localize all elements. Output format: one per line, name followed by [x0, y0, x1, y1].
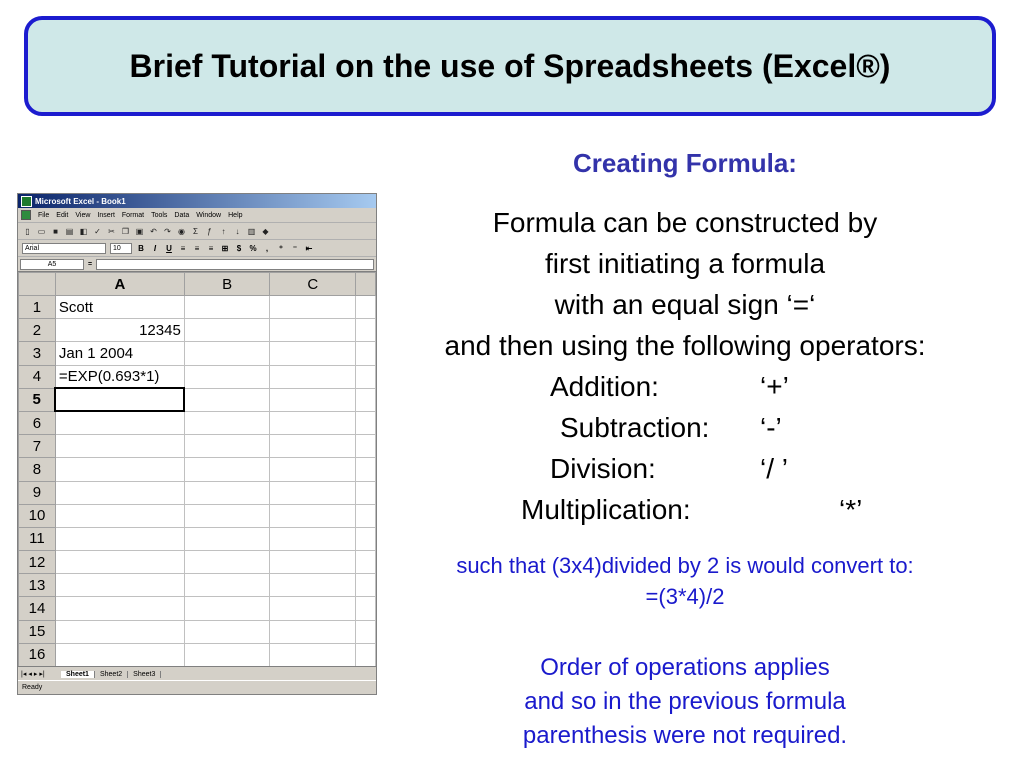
- cell[interactable]: [184, 551, 270, 574]
- select-all-corner[interactable]: [19, 273, 56, 296]
- note-text: [380, 651, 990, 753]
- cell[interactable]: [55, 551, 184, 574]
- operator-name: Division:: [550, 453, 656, 484]
- sort-ascending-icon[interactable]: ↑: [221, 226, 226, 236]
- font-size-select[interactable]: 10: [110, 243, 132, 254]
- cell[interactable]: [356, 643, 376, 666]
- cell[interactable]: [270, 388, 356, 411]
- excel-window-title: Microsoft Excel - Book1: [35, 196, 126, 206]
- tab-sheet2[interactable]: Sheet2: [95, 671, 128, 678]
- column-header-b[interactable]: B: [184, 273, 270, 296]
- row-header[interactable]: 11: [19, 527, 56, 550]
- menu-view[interactable]: View: [75, 211, 91, 219]
- cell[interactable]: [55, 411, 184, 434]
- formula-equals-icon[interactable]: =: [88, 260, 93, 268]
- body-line: first initiating a formula: [544, 248, 826, 279]
- cell[interactable]: [356, 458, 376, 481]
- cell[interactable]: [55, 481, 184, 504]
- cell[interactable]: [184, 481, 270, 504]
- note-line: and so in the previous formula: [524, 688, 846, 715]
- cell[interactable]: [356, 435, 376, 458]
- cell[interactable]: [270, 319, 356, 342]
- cell[interactable]: [356, 411, 376, 434]
- cell[interactable]: [356, 388, 376, 411]
- standard-toolbar: [18, 223, 376, 240]
- cell[interactable]: [356, 342, 376, 365]
- save-icon[interactable]: ■: [53, 226, 58, 236]
- row-header[interactable]: 10: [19, 504, 56, 527]
- cell[interactable]: [356, 551, 376, 574]
- decrease-indent-icon[interactable]: ⇤: [305, 243, 313, 253]
- bold-icon[interactable]: B: [138, 243, 144, 253]
- print-icon[interactable]: ▤: [65, 226, 74, 236]
- row-header[interactable]: 3: [19, 342, 56, 365]
- cell[interactable]: [184, 435, 270, 458]
- cell[interactable]: [55, 620, 184, 643]
- cell-a5-selected[interactable]: [55, 388, 184, 411]
- slide-title: Brief Tutorial on the use of Spreadsheets (Excel®): [129, 47, 891, 84]
- note-line: Order of operations applies: [540, 654, 830, 681]
- next-sheet-icon[interactable]: ▸: [33, 671, 38, 678]
- cell[interactable]: [356, 319, 376, 342]
- autosum-icon[interactable]: Σ: [193, 226, 198, 236]
- percent-icon[interactable]: %: [249, 243, 257, 253]
- cell[interactable]: [184, 388, 270, 411]
- merge-center-icon[interactable]: ⊞: [221, 243, 229, 253]
- first-sheet-icon[interactable]: |◂: [21, 671, 27, 678]
- formula-input[interactable]: [96, 259, 374, 270]
- copy-icon[interactable]: ❐: [121, 226, 130, 236]
- row-header[interactable]: 16: [19, 643, 56, 666]
- print-preview-icon[interactable]: ◧: [79, 226, 88, 236]
- cell[interactable]: [270, 551, 356, 574]
- cut-icon[interactable]: ✂: [108, 226, 115, 236]
- cell[interactable]: [184, 574, 270, 597]
- body-text: [380, 202, 990, 530]
- italic-icon[interactable]: I: [153, 243, 157, 253]
- row-header[interactable]: 2: [19, 319, 56, 342]
- excel-titlebar: [18, 194, 376, 208]
- row-header[interactable]: 9: [19, 481, 56, 504]
- cell[interactable]: [184, 527, 270, 550]
- cell[interactable]: [356, 527, 376, 550]
- sheet-tabs: [18, 666, 376, 681]
- open-icon[interactable]: ▭: [37, 226, 46, 236]
- cell[interactable]: [184, 342, 270, 365]
- title-banner: [24, 16, 996, 116]
- operator-symbol: ‘+’: [760, 371, 789, 402]
- cell[interactable]: [270, 411, 356, 434]
- cell[interactable]: [55, 597, 184, 620]
- menu-insert[interactable]: Insert: [97, 211, 115, 219]
- sort-descending-icon[interactable]: ↓: [235, 226, 240, 236]
- cell[interactable]: [270, 527, 356, 550]
- comma-icon[interactable]: ,: [265, 243, 269, 253]
- cell[interactable]: [356, 365, 376, 388]
- operator-name: Addition:: [550, 371, 659, 402]
- cell[interactable]: [184, 620, 270, 643]
- decrease-decimal-icon[interactable]: ⁻: [292, 243, 298, 253]
- formula-bar: [18, 257, 376, 272]
- redo-icon[interactable]: ↷: [164, 226, 171, 236]
- formatting-toolbar: [18, 240, 376, 257]
- row-header[interactable]: 6: [19, 411, 56, 434]
- row-header[interactable]: 15: [19, 620, 56, 643]
- row-header[interactable]: 4: [19, 365, 56, 388]
- menu-bar: [18, 208, 376, 223]
- column-header-d[interactable]: [356, 273, 376, 296]
- section-heading: Creating Formula:: [573, 148, 797, 178]
- cell[interactable]: [270, 574, 356, 597]
- example-formula: =(3*4)/2: [645, 584, 725, 609]
- cell[interactable]: [356, 296, 376, 319]
- body-line: with an equal sign ‘=‘: [554, 289, 816, 320]
- cell[interactable]: [270, 458, 356, 481]
- new-icon[interactable]: ▯: [25, 226, 30, 236]
- chart-wizard-icon[interactable]: ▥: [247, 226, 256, 236]
- cell[interactable]: [184, 365, 270, 388]
- cell[interactable]: [55, 504, 184, 527]
- column-header-c[interactable]: C: [270, 273, 356, 296]
- name-box[interactable]: A5: [20, 259, 84, 270]
- cell[interactable]: [356, 620, 376, 643]
- cell[interactable]: [55, 527, 184, 550]
- cell-a1[interactable]: Scott: [55, 296, 184, 319]
- cell[interactable]: [184, 643, 270, 666]
- cell[interactable]: [356, 597, 376, 620]
- align-right-icon[interactable]: ≡: [208, 243, 214, 253]
- cell[interactable]: [184, 458, 270, 481]
- cell[interactable]: [270, 597, 356, 620]
- menu-window[interactable]: Window: [196, 211, 222, 219]
- align-center-icon[interactable]: ≡: [194, 243, 200, 253]
- paste-icon[interactable]: ▣: [135, 226, 144, 236]
- drawing-icon[interactable]: ◆: [262, 226, 269, 236]
- excel-app-icon: [21, 196, 32, 207]
- workbook-icon[interactable]: [21, 210, 31, 220]
- menu-format[interactable]: Format: [121, 211, 145, 219]
- cell[interactable]: [184, 597, 270, 620]
- spelling-icon[interactable]: ✓: [94, 226, 101, 236]
- cell-a2[interactable]: 12345: [55, 319, 184, 342]
- tab-sheet3[interactable]: Sheet3: [128, 671, 161, 678]
- cell[interactable]: [55, 643, 184, 666]
- cell[interactable]: [184, 296, 270, 319]
- menu-tools[interactable]: Tools: [151, 211, 168, 219]
- cell[interactable]: [270, 365, 356, 388]
- sheet-nav: [18, 670, 61, 678]
- font-name-select[interactable]: Arial: [22, 243, 106, 254]
- cell[interactable]: [55, 435, 184, 458]
- cell[interactable]: [270, 643, 356, 666]
- row-header[interactable]: 8: [19, 458, 56, 481]
- cell[interactable]: [270, 620, 356, 643]
- cell[interactable]: [270, 435, 356, 458]
- column-header-a[interactable]: A: [55, 273, 184, 296]
- example-line: such that (3x4)divided by 2 is would convert to:: [456, 553, 914, 578]
- cell[interactable]: [356, 574, 376, 597]
- cell[interactable]: [270, 296, 356, 319]
- row-header[interactable]: 5: [19, 388, 56, 411]
- row-header[interactable]: 14: [19, 597, 56, 620]
- cell[interactable]: [270, 504, 356, 527]
- operator-row: [380, 489, 990, 530]
- operator-row: [380, 366, 990, 407]
- excel-window: [17, 193, 377, 695]
- operator-symbol: ‘-’: [760, 412, 782, 443]
- increase-decimal-icon[interactable]: ⁺: [278, 243, 284, 253]
- body-line: Formula can be constructed by: [492, 207, 878, 238]
- row-header[interactable]: 1: [19, 296, 56, 319]
- cell[interactable]: [270, 481, 356, 504]
- menu-file[interactable]: File: [38, 211, 50, 219]
- cell[interactable]: [55, 458, 184, 481]
- function-icon[interactable]: ƒ: [207, 226, 212, 236]
- prev-sheet-icon[interactable]: ◂: [28, 671, 32, 678]
- underline-icon[interactable]: U: [166, 243, 172, 253]
- operator-name: Subtraction:: [560, 412, 710, 443]
- example-text: [380, 550, 990, 612]
- cell[interactable]: [55, 574, 184, 597]
- hyperlink-icon[interactable]: ◉: [178, 226, 185, 236]
- cell[interactable]: [184, 411, 270, 434]
- operator-symbol: ‘/ ’: [760, 453, 788, 484]
- cell[interactable]: [184, 504, 270, 527]
- align-left-icon[interactable]: ≡: [180, 243, 186, 253]
- menu-data[interactable]: Data: [174, 211, 190, 219]
- cell-a4[interactable]: =EXP(0.693*1): [55, 365, 184, 388]
- row-header[interactable]: 13: [19, 574, 56, 597]
- status-bar: Ready: [18, 680, 376, 694]
- row-header[interactable]: 12: [19, 551, 56, 574]
- operator-name: Multiplication:: [521, 494, 691, 525]
- undo-icon[interactable]: ↶: [150, 226, 157, 236]
- operator-row: [380, 448, 990, 489]
- cell[interactable]: [356, 481, 376, 504]
- cell-a3[interactable]: Jan 1 2004: [55, 342, 184, 365]
- row-header[interactable]: 7: [19, 435, 56, 458]
- cell[interactable]: [184, 319, 270, 342]
- worksheet-grid: [18, 272, 376, 666]
- tab-sheet1[interactable]: Sheet1: [61, 671, 95, 678]
- cell[interactable]: [270, 342, 356, 365]
- menu-help[interactable]: Help: [228, 211, 243, 219]
- operator-row: [380, 407, 990, 448]
- cell[interactable]: [356, 504, 376, 527]
- currency-icon[interactable]: $: [236, 243, 242, 253]
- menu-edit[interactable]: Edit: [56, 211, 69, 219]
- body-line: and then using the following operators:: [444, 330, 926, 361]
- note-line: parenthesis were not required.: [522, 722, 848, 749]
- last-sheet-icon[interactable]: ▸|: [39, 671, 45, 678]
- operator-symbol: ‘*’: [839, 494, 863, 525]
